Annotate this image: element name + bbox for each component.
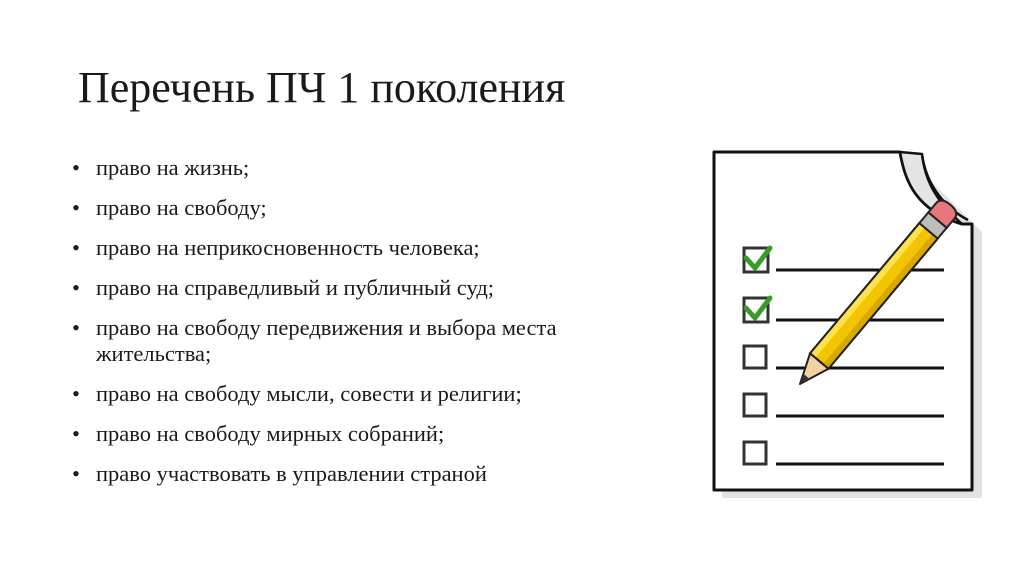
list-item: • право на свободу мирных собраний; — [70, 421, 670, 447]
list-item: • право на свободу мысли, совести и религии; — [70, 381, 670, 407]
list-item: • право на свободу; — [70, 195, 670, 221]
list-item: • право на свободу передвижения и выбора места жительства; — [70, 315, 670, 367]
checklist-pencil-icon — [700, 140, 1000, 510]
list-item: • право на справедливый и публичный суд; — [70, 275, 670, 301]
checkbox — [744, 442, 766, 464]
list-item: • право участвовать в управлении страной — [70, 461, 670, 487]
list-item: • право на жизнь; — [70, 155, 670, 181]
checkbox — [744, 346, 766, 368]
bullet-list — [70, 155, 670, 501]
slide-title: Перечень ПЧ 1 поколения — [78, 63, 566, 112]
list-item: • право на неприкосновенность человека; — [70, 235, 670, 261]
checkbox — [744, 394, 766, 416]
